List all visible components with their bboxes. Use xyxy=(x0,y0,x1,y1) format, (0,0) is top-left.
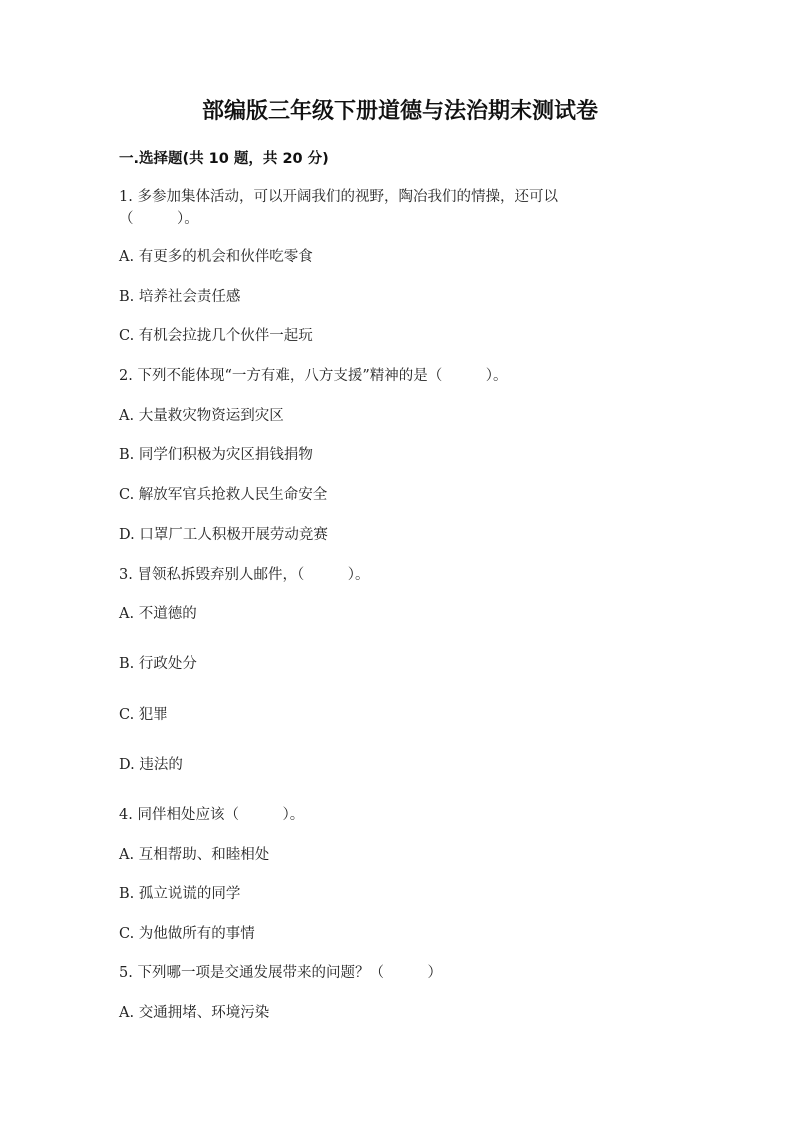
question-2-option-a: A. 大量救灾物资运到灾区 xyxy=(119,408,284,424)
question-4-option-b: B. 孤立说谎的同学 xyxy=(119,886,241,902)
question-2-stem: 2. 下列不能体现“一方有难，八方支援”精神的是（ ）。 xyxy=(119,368,508,384)
question-3-option-b: B. 行政处分 xyxy=(119,656,197,672)
question-3-option-a: A. 不道德的 xyxy=(119,606,197,622)
page-title: 部编版三年级下册道德与法治期末测试卷 xyxy=(201,99,598,124)
question-3-stem: 3. 冒领私拆毁弃别人邮件，（ ）。 xyxy=(119,567,370,583)
question-4-stem: 4. 同伴相处应该（ ）。 xyxy=(119,807,305,823)
question-2-option-c: C. 解放军官兵抢救人民生命安全 xyxy=(119,487,328,503)
question-3-option-d: D. 违法的 xyxy=(119,757,183,773)
question-3-option-c: C. 犯罪 xyxy=(119,707,168,723)
question-5-option-a: A. 交通拥堵、环境污染 xyxy=(119,1005,270,1021)
question-4-option-a: A. 互相帮助、和睦相处 xyxy=(119,847,270,863)
section-heading: 一.选择题(共 10 题，共 20 分) xyxy=(119,151,329,167)
question-1-option-a: A. 有更多的机会和伙伴吃零食 xyxy=(119,249,313,265)
question-1-option-c: C. 有机会拉拢几个伙伴一起玩 xyxy=(119,328,313,344)
question-1-stem-line-1: 1. 多参加集体活动，可以开阔我们的视野，陶冶我们的情操，还可以 xyxy=(119,189,558,205)
question-2-option-b: B. 同学们积极为灾区捐钱捐物 xyxy=(119,447,313,463)
question-5-stem: 5. 下列哪一项是交通发展带来的问题？（ ） xyxy=(119,965,442,981)
question-1-option-b: B. 培养社会责任感 xyxy=(119,289,241,305)
question-2-option-d: D. 口罩厂工人积极开展劳动竞赛 xyxy=(119,527,328,543)
question-1-stem-line-2: （ ）。 xyxy=(119,211,199,227)
question-4-option-c: C. 为他做所有的事情 xyxy=(119,926,255,942)
